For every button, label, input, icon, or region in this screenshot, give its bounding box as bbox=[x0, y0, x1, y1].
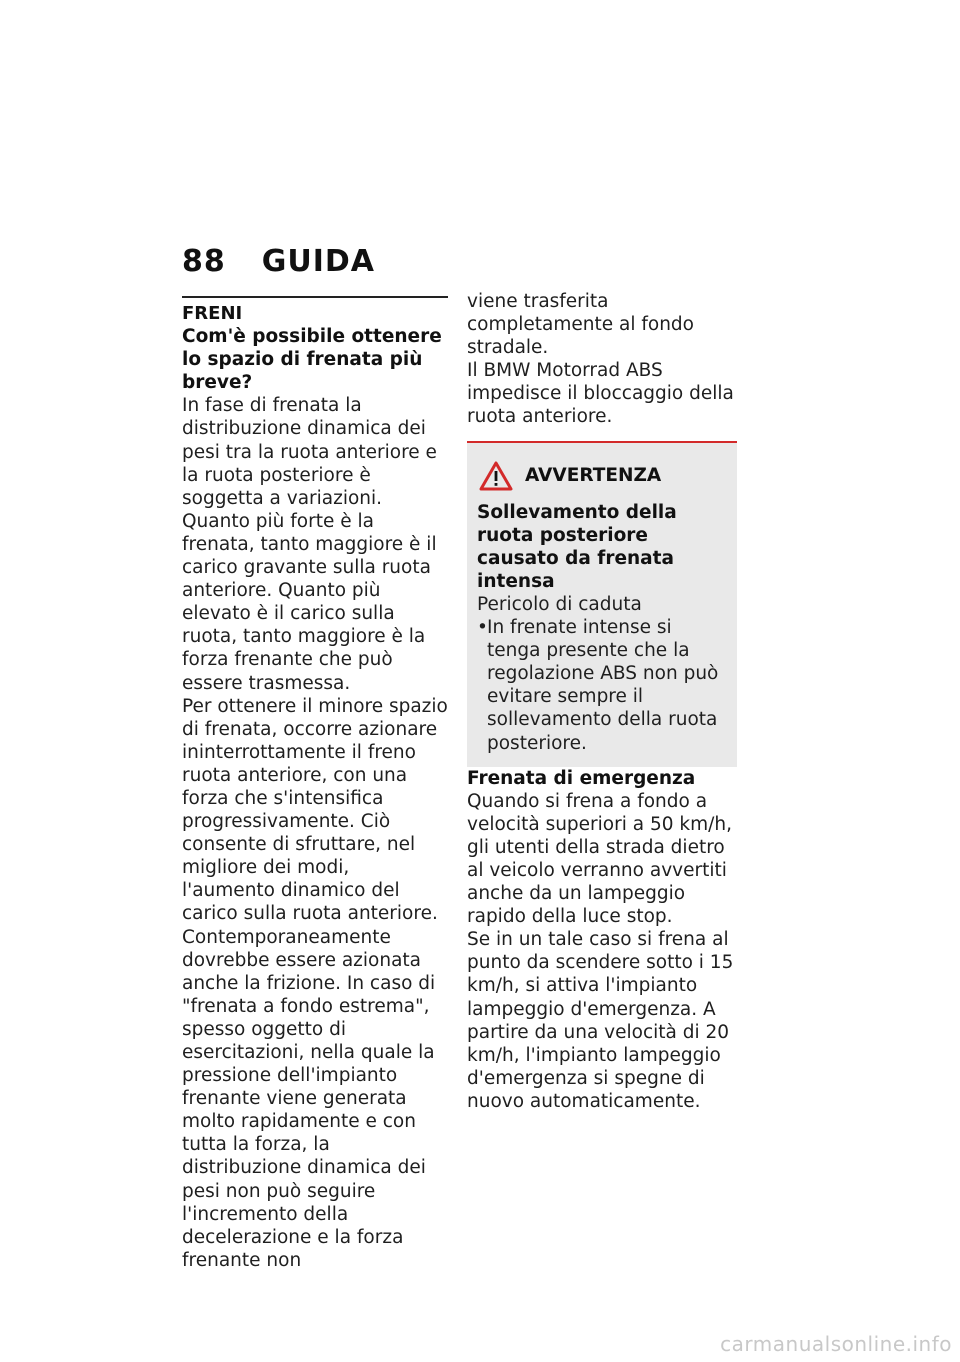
page-header bbox=[182, 244, 375, 279]
section-title: FRENI bbox=[182, 303, 243, 324]
warning-triangle-icon bbox=[479, 461, 513, 491]
paragraph: Se in un tale caso si frena al punto da scendere sotto i 15 km/h, si attiva l'impianto lampeggio d'emergenza. A partire da una velocità di 20 km/h, l'impianto lampeggio d'emergenza si spegne di nuovo automaticamente. bbox=[467, 929, 734, 1112]
paragraph: Per ottenere il minore spazio di frenata, occorre azionare ininterrottamente il freno ruota anteriore, con una forza che s'intensifica progressivamente. Ciò consente di sfruttare, nel migliore dei modi, l'aumento dinamico del carico sulla ruota anteriore. Contemporaneamente dovrebbe essere azionata anche la frizione. In caso di "frenata a fondo estrema", spesso oggetto di esercitazioni, nella quale la pressione dell'impianto frenante viene generata molto rapidamente e con tutta la forza, la distribuzione dinamica dei pesi non può seguire l'incremento della decelerazione e la forza frenante non bbox=[182, 695, 448, 1271]
warning-heading: Sollevamento della ruota posteriore causato da frenata intensa bbox=[477, 501, 677, 592]
right-column bbox=[467, 290, 739, 1113]
paragraph: viene trasferita completamente al fondo stradale. bbox=[467, 291, 694, 359]
paragraph: Il BMW Motorrad ABS impedisce il bloccaggio della ruota anteriore. bbox=[467, 360, 734, 428]
left-column bbox=[182, 296, 448, 1272]
section-rule bbox=[182, 296, 448, 325]
warning-danger: Pericolo di caduta bbox=[477, 593, 642, 615]
emergency-heading: Frenata di emergenza bbox=[467, 767, 696, 789]
paragraph: Quando si frena a fondo a velocità superiori a 50 km/h, gli utenti della strada dietro al veicolo verranno avvertiti anche da un lampeggio rapido della luce stop. bbox=[467, 790, 732, 928]
warning-box bbox=[467, 441, 737, 767]
bullet-dot-icon: • bbox=[477, 617, 488, 639]
page-number: 88 bbox=[182, 244, 226, 279]
warning-bullet-text: In frenate intense si tenga presente che la regolazione ABS non può evitare sempre il sollevamento della ruota posteriore. bbox=[487, 617, 719, 754]
paragraph: In fase di frenata la distribuzione dinamica dei pesi tra la ruota anteriore e la ruota posteriore è soggetta a variazioni. Quanto più forte è la frenata, tanto maggiore è il carico gravante sulla ruota anteriore. Quanto più elevato è il carico sulla ruota, tanto maggiore è la forza frenante che può essere trasmessa. bbox=[182, 395, 437, 694]
watermark: carmanualsonline.info bbox=[720, 1332, 952, 1356]
section-name: GUIDA bbox=[261, 244, 376, 279]
warning-header bbox=[477, 461, 727, 491]
warning-title: AVVERTENZA bbox=[525, 465, 662, 487]
warning-bullet bbox=[477, 616, 727, 755]
question-heading: Com'è possibile ottenere lo spazio di frenata più breve? bbox=[182, 326, 442, 394]
